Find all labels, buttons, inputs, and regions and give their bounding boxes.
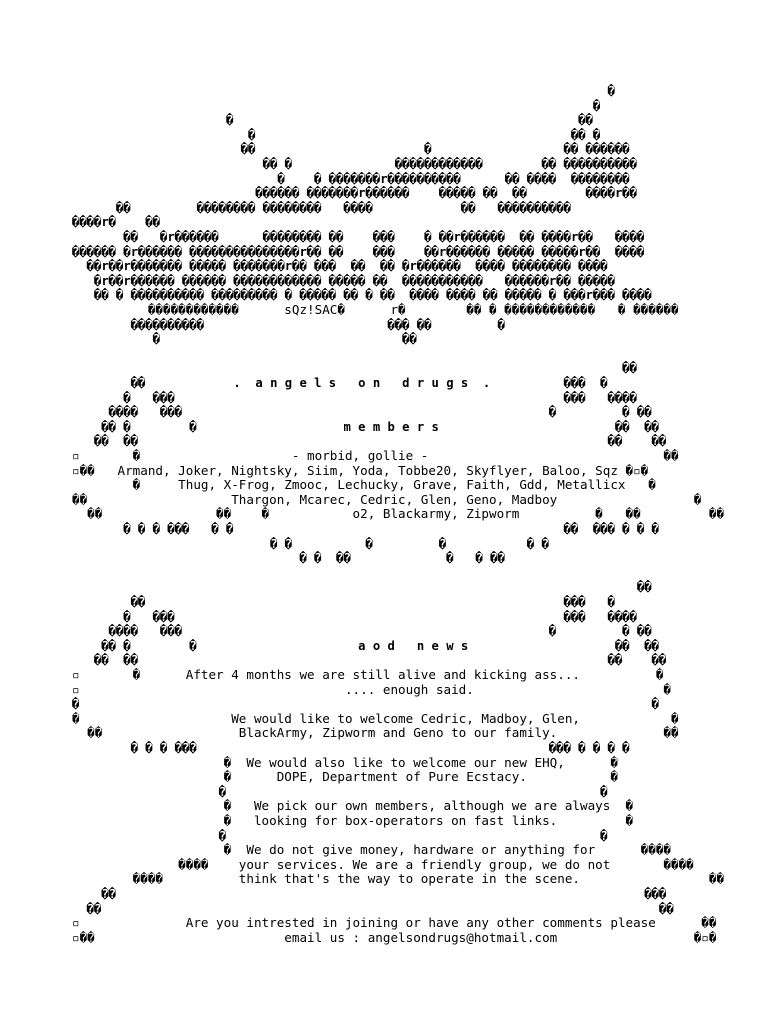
ascii-art-line: � � � ��� � � �� ��� � � � (72, 522, 659, 536)
ascii-art-line: � ��� ��� ���� (72, 609, 637, 624)
ascii-art-line: � � � ��� ��� � � � � (72, 741, 630, 755)
ascii-art-line (72, 566, 768, 581)
ascii-art-line: �� � ������������ �� ���������� (72, 157, 637, 171)
text-line: � looking for box-operators on fast links. � (72, 814, 634, 828)
ascii-art-line: �� �r������ �������� �� ��� � ��r������ �� ����r�� ���� (72, 230, 645, 244)
ascii-art-line: �� � � m e m b e r s �� �� (72, 419, 659, 434)
text-line: ▫�� Armand, Joker, Nightsky, Siim, Yoda, Tobbe20, Skyflyer, Baloo, Sqz �▫� (72, 463, 649, 478)
ascii-art-line: � �� � (72, 127, 601, 142)
ascii-art-line: � ��� ��� ���� (72, 390, 637, 405)
ascii-art-line: � (72, 98, 601, 113)
ascii-art-line: �� . a n g e l s o n d r u g s . ��� � (72, 376, 608, 390)
text-line: � We would like to welcome Cedric, Madboy, Glen, � (72, 711, 679, 726)
ascii-art-line: �� � ���������� ��������� � ����� �� � �� ���� ���� �� ����� � ���r��� ���� (72, 288, 652, 303)
ascii-art-line: � �� (72, 332, 417, 347)
text-line: �� �� � o2, Blackarmy, Zipworm � �� �� (72, 507, 725, 522)
text-line: � We would also like to welcome our new EHQ, � (72, 755, 618, 770)
ascii-art-line: �� ��� � (72, 595, 615, 609)
ascii-art-line: �� �� (72, 901, 674, 916)
ascii-art-line: ������ �������r������ ����� �� �� ����r�� (72, 186, 637, 201)
ascii-art-line: � �� (72, 113, 593, 128)
ascii-art-line: ���������� ��� �� � (72, 317, 505, 332)
text-line: � We do not give money, hardware or anything for ���� (72, 843, 671, 858)
ascii-art-line: � � � � � � (72, 536, 549, 551)
ascii-art-line: �� (72, 580, 652, 595)
text-line: ���� your services. We are a friendly group, we do not ���� (72, 857, 694, 872)
text-line: �� BlackArmy, Zipworm and Geno to our family. �� (72, 726, 679, 741)
ascii-art-line: ��r��r������� ����� �������r�� ��� �� �� �r������ ���� �������� ���� (72, 259, 608, 274)
ascii-art-line: �� �� �� �� (72, 434, 667, 449)
ascii-art-line: �� � �� ������ (72, 142, 630, 157)
text-line: � Thug, X-Frog, Zmooc, Lechucky, Grave, Faith, Gdd, Metallicx � (72, 478, 656, 493)
ascii-art-line: �� �� �� �� (72, 653, 667, 668)
text-line: ▫ � After 4 months we are still alive and kicking ass... � (72, 668, 664, 682)
ascii-art-line: � (72, 84, 615, 98)
text-line: ���� think that's the way to operate in the scene. �� (72, 872, 725, 887)
ascii-art-line: � � (72, 784, 608, 799)
ascii-art-line: �� (72, 361, 637, 376)
ascii-art-line: � � (72, 697, 659, 712)
text-line: ▫ .... enough said. � (72, 682, 671, 697)
ascii-art-line: �r��r������ ������ ������������ ����� �� ����������� ������r�� ����� (72, 273, 615, 288)
text-line: ▫ � - morbid, gollie - �� (72, 449, 679, 463)
ascii-art-line: � � (72, 828, 608, 843)
ascii-art-line: � � �������r���������� �� ���� �������� (72, 171, 630, 186)
text-line: �� Thargon, Mcarec, Cedric, Glen, Geno, Madboy � (72, 492, 702, 507)
ascii-art-line: �� � � a o d n e w s �� �� (72, 638, 659, 653)
ascii-art-line: ����r� �� (72, 215, 161, 230)
text-line: ▫�� email us : angelsondrugs@hotmail.com �▫� (72, 930, 717, 945)
text-line: � DOPE, Department of Pure Ecstacy. � (72, 770, 618, 785)
ascii-art-line (72, 347, 768, 362)
ascii-art-line: �� �������� �������� ���� �� ���������� (72, 200, 571, 215)
ascii-art-line: �� ��� (72, 887, 667, 901)
text-line: ▫ Are you intrested in joining or have any other comments please �� (72, 916, 717, 931)
ascii-art-line: ������ �r������ ���������������r�� �� ��� ��r������ ����� �����r�� ���� (72, 244, 645, 259)
ascii-art-line: ���� ��� � � �� (72, 405, 652, 420)
ascii-art-line: ���� ��� � � �� (72, 624, 652, 639)
ascii-art-line: � � �� � � �� (72, 551, 505, 566)
text-line: ������������ sQz!SAC� r� �� � ������������ � ������ (72, 303, 679, 317)
text-line: � We pick our own members, although we are always � (72, 799, 634, 814)
